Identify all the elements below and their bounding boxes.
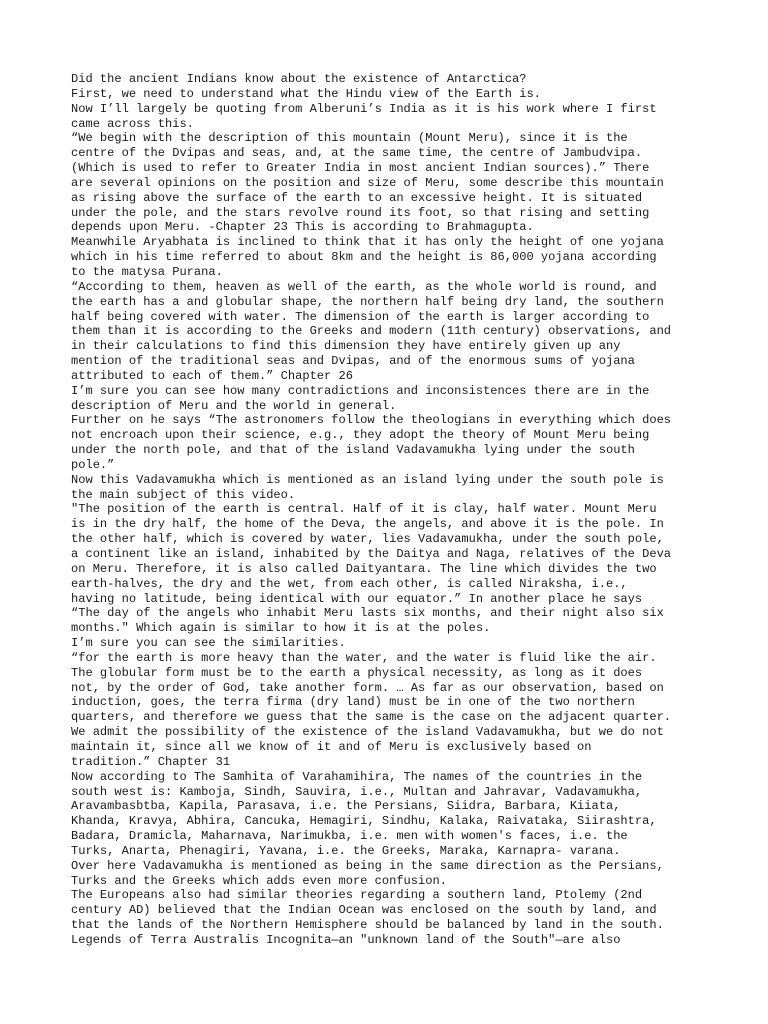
text-line: Now I’ll largely be quoting from Alberuni’s India as it is his work where I first [71,101,657,116]
text-line: induction, goes, the terra firma (dry land) must be in one of the two northern [71,695,635,710]
text-line: pole.” [71,457,115,472]
text-line: I’m sure you can see how many contradictions and inconsistences there are in the [71,383,650,398]
text-line: I’m sure you can see the similarities. [71,636,346,651]
text-line: that the lands of the Northern Hemisphere should be balanced by land in the south. [71,918,664,933]
text-line: Legends of Terra Australis Incognita—an "unknown land of the South"—are also [71,932,621,947]
text-line: Turks and the Greeks which adds even more confusion. [71,873,447,888]
text-line: attributed to each of them.” Chapter 26 [71,368,353,383]
text-line: “for the earth is more heavy than the water, and the water is fluid like the air. [71,650,657,665]
text-line: “We begin with the description of this mountain (Mount Meru), since it is the [71,131,628,146]
text-line: depends upon Meru. -Chapter 23 This is according to Brahmagupta. [71,220,534,235]
text-line: in their calculations to find this dimension they have entirely given up any [71,339,621,354]
text-line: Over here Vadavamukha is mentioned as being in the same direction as the Persians, [71,858,664,873]
text-line: south west is: Kamboja, Sindh, Sauvira, i.e., Multan and Jahravar, Vadavamukha, [71,784,643,799]
text-line: are several opinions on the position and size of Meru, some describe this mountain [71,175,664,190]
text-line: Meanwhile Aryabhata is inclined to think that it has only the height of one yojana [71,235,664,250]
text-line: "The position of the earth is central. Half of it is clay, half water. Mount Meru [71,502,657,517]
text-line: (Which is used to refer to Greater India in most ancient Indian sources).” There [71,161,650,176]
text-line: Badara, Dramicla, Maharnava, Narimukba, i.e. men with women's faces, i.e. the [71,829,628,844]
text-line: having no latitude, being identical with our equator.” In another place he says [71,591,643,606]
text-line: them than it is according to the Greeks and modern (11th century) observations, and [71,324,672,339]
text-line: not, by the order of God, take another form. … As far as our observation, based on [71,680,664,695]
text-line: Now this Vadavamukha which is mentioned as an island lying under the south pole is [71,472,664,487]
text-line: to the matysa Purana. [71,264,223,279]
text-line: is in the dry half, the home of the Deva, the angels, and above it is the pole. In [71,517,664,532]
text-line: Aravambasbtba, Kapila, Parasava, i.e. the Persians, Siidra, Barbara, Kiiata, [71,799,621,814]
text-line: century AD) believed that the Indian Ocean was enclosed on the south by land, and [71,903,657,918]
text-line: “The day of the angels who inhabit Meru lasts six months, and their night also six [71,606,664,621]
text-line: as rising above the surface of the earth to an excessive height. It is situated [71,190,643,205]
document-body [71,72,711,948]
text-line: under the pole, and the stars revolve round its foot, so that rising and setting [71,205,650,220]
text-line: Now according to The Samhita of Varahamihira, The names of the countries in the [71,769,643,784]
text-line: description of Meru and the world in general. [71,398,397,413]
text-line: not encroach upon their science, e.g., they adopt the theory of Mount Meru being [71,428,650,443]
text-line: We admit the possibility of the existence of the island Vadavamukha, but we do not [71,725,664,740]
text-line: tradition.” Chapter 31 [71,754,231,769]
text-line: Turks, Anarta, Phenagiri, Yavana, i.e. the Greeks, Maraka, Karnapra- varana. [71,843,621,858]
text-line: First, we need to understand what the Hindu view of the Earth is. [71,86,541,101]
text-line: The globular form must be to the earth a physical necessity, as long as it does [71,665,643,680]
text-line: the other half, which is covered by water, lies Vadavamukha, under the south pole, [71,532,664,547]
text-line: came across this. [71,116,194,131]
text-line: The Europeans also had similar theories regarding a southern land, Ptolemy (2nd [71,888,643,903]
text-line: Did the ancient Indians know about the existence of Antarctica? [71,72,527,86]
text-line: maintain it, since all we know of it and of Meru is exclusively based on [71,739,592,754]
text-line: Khanda, Kravya, Abhira, Cancuka, Hemagiri, Sindhu, Kalaka, Raivataka, Siirashtra, [71,814,657,829]
text-line: quarters, and therefore we guess that the same is the case on the adjacent quarter. [71,710,672,725]
text-line: which in his time referred to about 8km and the height is 86,000 yojana according [71,250,657,265]
text-line: Further on he says “The astronomers follow the theologians in everything which does [71,413,672,428]
text-line: months." Which again is similar to how it is at the poles. [71,621,491,636]
text-line: under the north pole, and that of the island Vadavamukha lying under the south [71,443,635,458]
text-line: the main subject of this video. [71,487,296,502]
text-line: on Meru. Therefore, it is also called Daityantara. The line which divides the two [71,561,657,576]
text-line: a continent like an island, inhabited by the Daitya and Naga, relatives of the Deva [71,547,672,561]
text-line: the earth has a and globular shape, the northern half being dry land, the southern [71,294,664,309]
text-line: mention of the traditional seas and Dvipas, and of the enormous sums of yojana [71,354,635,369]
text-line: centre of the Dvipas and seas, and, at the same time, the centre of Jambudvipa. [71,146,643,161]
text-line: half being covered with water. The dimension of the earth is larger according to [71,309,650,324]
text-line: “According to them, heaven as well of the earth, as the whole world is round, and [71,279,657,294]
text-line: earth-halves, the dry and the wet, from each other, is called Niraksha, i.e., [71,576,628,591]
